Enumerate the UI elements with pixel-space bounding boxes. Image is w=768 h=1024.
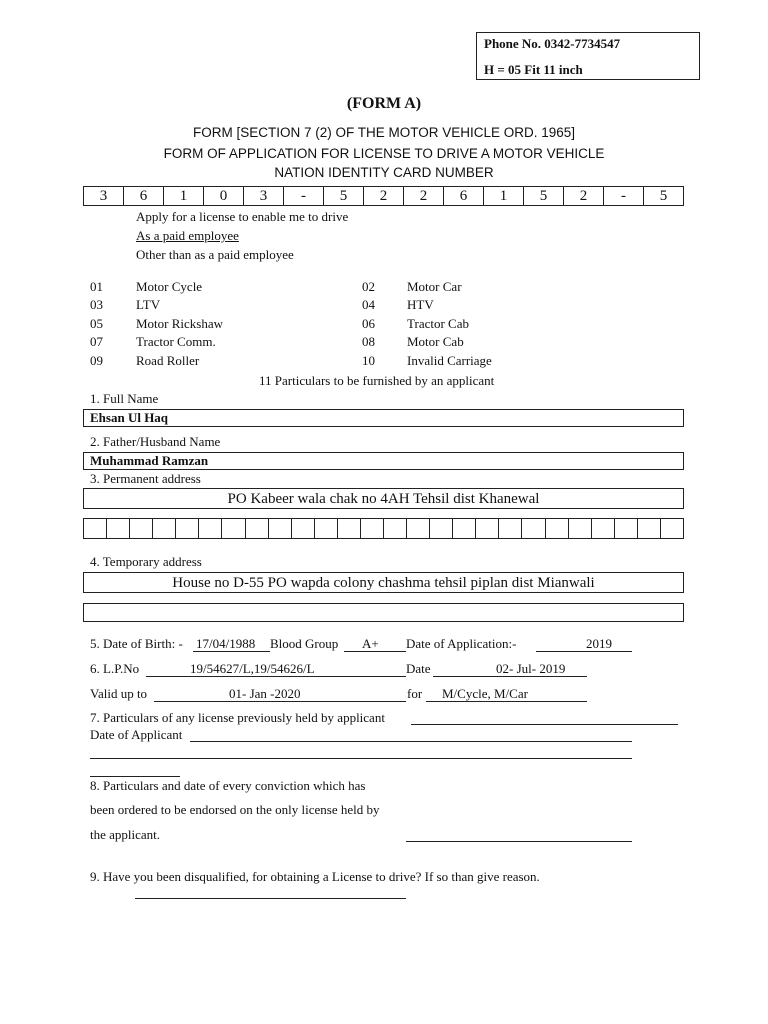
temporary-address-value: House no D-55 PO wapda colony chashma tehsil piplan dist Mianwali	[172, 575, 595, 591]
vehicle-code: 05	[90, 316, 103, 331]
nic-digit: 5	[524, 187, 564, 205]
father-name-field[interactable]	[83, 452, 684, 470]
vehicle-code: 01	[90, 279, 103, 294]
application-date-value: 2019	[586, 636, 612, 651]
lp-number-label: 6. L.P.No	[90, 661, 140, 676]
non-paid-employee-option: Other than as a paid employee	[136, 247, 294, 262]
full-name-field[interactable]	[83, 409, 684, 427]
q8-conviction-line2: been ordered to be endorsed on the only license held by	[90, 802, 380, 817]
nic-digit: 3	[84, 187, 124, 205]
q9-disqualified-question: 9. Have you been disqualified, for obtaining a License to drive? If so than give reason.	[90, 869, 540, 884]
valid-up-to-value: 01- Jan -2020	[229, 686, 301, 701]
temporary-address-field[interactable]	[83, 572, 684, 593]
application-date-label: Date of Application:-	[406, 636, 517, 651]
lp-number-value: 19/54627/L,19/54626/L	[190, 661, 315, 676]
vehicle-code: 06	[362, 316, 375, 331]
nic-digit: 6	[124, 187, 164, 205]
valid-for-value: M/Cycle, M/Car	[442, 686, 528, 701]
blood-group-label: Blood Group	[270, 636, 339, 651]
nic-digit: -	[604, 187, 644, 205]
form-title: (FORM A)	[346, 95, 422, 112]
nic-digit: 2	[364, 187, 404, 205]
full-name-label: 1. Full Name	[90, 391, 159, 406]
vehicle-code: 02	[362, 279, 375, 294]
q7-previous-license-label: 7. Particulars of any license previously held by applicant	[90, 710, 385, 725]
vehicle-name: Road Roller	[136, 353, 200, 368]
vehicle-name: Invalid Carriage	[407, 353, 492, 368]
temporary-address-label: 4. Temporary address	[90, 554, 202, 569]
vehicle-name: Tractor Cab	[407, 316, 469, 331]
vehicle-name: Tractor Comm.	[136, 334, 216, 349]
nic-number-grid	[83, 186, 684, 206]
vehicle-name: Motor Cab	[407, 334, 464, 349]
vehicle-name: LTV	[136, 297, 161, 312]
phone-number: Phone No. 0342-7734547	[484, 36, 621, 51]
nic-digit: 1	[164, 187, 204, 205]
nic-digit: -	[284, 187, 324, 205]
form-description-heading: FORM OF APPLICATION FOR LICENSE TO DRIVE A MOTOR VEHICLE	[163, 146, 605, 161]
permanent-address-value: PO Kabeer wala chak no 4AH Tehsil dist Khanewal	[227, 491, 540, 507]
temporary-address-extra-field[interactable]	[83, 603, 684, 622]
nic-digit: 2	[564, 187, 604, 205]
nic-digit: 5	[659, 188, 668, 204]
valid-for-label: for	[407, 686, 423, 701]
blood-group-value: A+	[362, 636, 379, 651]
vehicle-name: Motor Cycle	[136, 279, 203, 294]
apply-line: Apply for a license to enable me to drive	[136, 209, 349, 224]
full-name-value: Ehsan Ul Haq	[90, 410, 169, 425]
q8-conviction-line1: 8. Particulars and date of every conviction which has	[90, 778, 366, 793]
permanent-address-field[interactable]	[83, 488, 684, 509]
form-section-heading: FORM [SECTION 7 (2) OF THE MOTOR VEHICLE ORD. 1965]	[192, 125, 576, 140]
permanent-address-label: 3. Permanent address	[90, 471, 201, 486]
vehicle-code: 09	[90, 353, 103, 368]
nic-digit: 6	[444, 187, 484, 205]
nic-digit: 3	[244, 187, 284, 205]
valid-up-to-label: Valid up to	[90, 686, 148, 701]
nic-heading: NATION IDENTITY CARD NUMBER	[274, 165, 494, 180]
father-name-label: 2. Father/Husband Name	[90, 434, 221, 449]
vehicle-code: 04	[362, 297, 375, 312]
q8-conviction-line3: the applicant.	[90, 827, 161, 842]
dob-label: 5. Date of Birth: -	[90, 636, 183, 651]
vehicle-code: 08	[362, 334, 375, 349]
q7-date-of-applicant-label: Date of Applicant	[90, 727, 183, 742]
vehicle-name: Motor Car	[407, 279, 462, 294]
phone-info-box	[476, 32, 700, 80]
father-name-value: Muhammad Ramzan	[90, 453, 209, 468]
lp-date-label: Date	[406, 661, 431, 676]
vehicle-code: 03	[90, 297, 103, 312]
nic-digit: 5	[324, 187, 364, 205]
vehicle-name: HTV	[407, 297, 434, 312]
paid-employee-option: As a paid employee	[136, 228, 239, 243]
nic-digit: 0	[204, 187, 244, 205]
vehicle-code: 07	[90, 334, 103, 349]
vehicle-code: 10	[362, 353, 375, 368]
lp-date-value: 02- Jul- 2019	[496, 661, 566, 676]
vehicle-name: Motor Rickshaw	[136, 316, 224, 331]
blank-grid-row	[83, 518, 684, 539]
height-info: H = 05 Fit 11 inch	[484, 62, 583, 77]
particulars-heading: 11 Particulars to be furnished by an applicant	[259, 373, 495, 388]
nic-digit: 2	[404, 187, 444, 205]
nic-digit: 1	[484, 187, 524, 205]
dob-value: 17/04/1988	[196, 636, 256, 651]
